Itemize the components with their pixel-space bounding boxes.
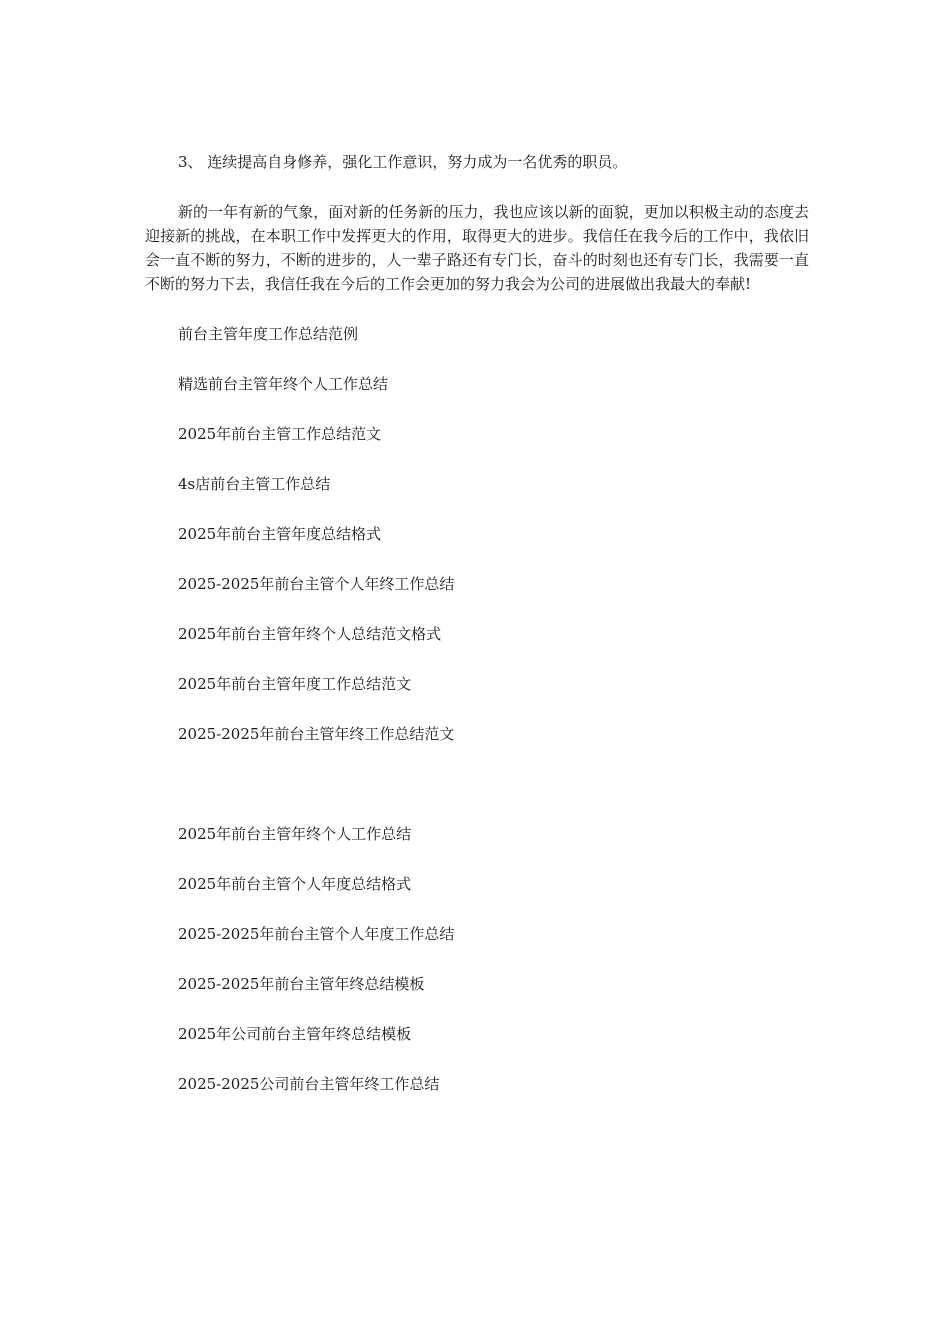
related-item: 2025-2025年前台主管个人年度工作总结: [178, 925, 455, 943]
related-item: 2025-2025年前台主管个人年终工作总结: [178, 575, 455, 593]
related-item: 2025年前台主管工作总结范文: [178, 425, 382, 443]
related-item: 2025年前台主管个人年度总结格式: [178, 875, 412, 893]
related-item: 精选前台主管年终个人工作总结: [178, 375, 389, 393]
related-item: 4s店前台主管工作总结: [178, 475, 331, 493]
paragraph-1: 3、 连续提高自身修养，强化工作意识，努力成为一名优秀的职员。: [178, 153, 628, 171]
related-item: 2025-2025年前台主管年终工作总结范文: [178, 725, 455, 743]
related-item: 2025年前台主管年终个人工作总结: [178, 825, 412, 843]
document-body: [145, 150, 809, 1122]
related-list-1: [145, 322, 809, 746]
related-item: 前台主管年度工作总结范例: [178, 325, 359, 343]
related-item: 2025年前台主管年度总结格式: [178, 525, 382, 543]
related-item: 2025-2025年前台主管年终总结模板: [178, 975, 425, 993]
related-item: 2025年前台主管年终个人总结范文格式: [178, 625, 442, 643]
related-list-2: [145, 822, 809, 1096]
related-item: 2025年前台主管年度工作总结范文: [178, 675, 412, 693]
paragraph-2: 新的一年有新的气象，面对新的任务新的压力，我也应该以新的面貌，更加以积极主动的态度去迎接新的挑战，在本职工作中发挥更大的作用，取得更大的进步。我信任在我今后的工作中，我依旧会一直不断的努力，不断的进步的，人一辈子路还有专门长，奋斗的时刻也还有专门长，我需要一直不断的努力下去，我信任我在今后的工作会更加的努力我会为公司的进展做出我最大的奉献!: [145, 203, 809, 293]
section-spacer: [145, 772, 809, 822]
related-item: 2025-2025公司前台主管年终工作总结: [178, 1075, 440, 1093]
related-item: 2025年公司前台主管年终总结模板: [178, 1025, 412, 1043]
